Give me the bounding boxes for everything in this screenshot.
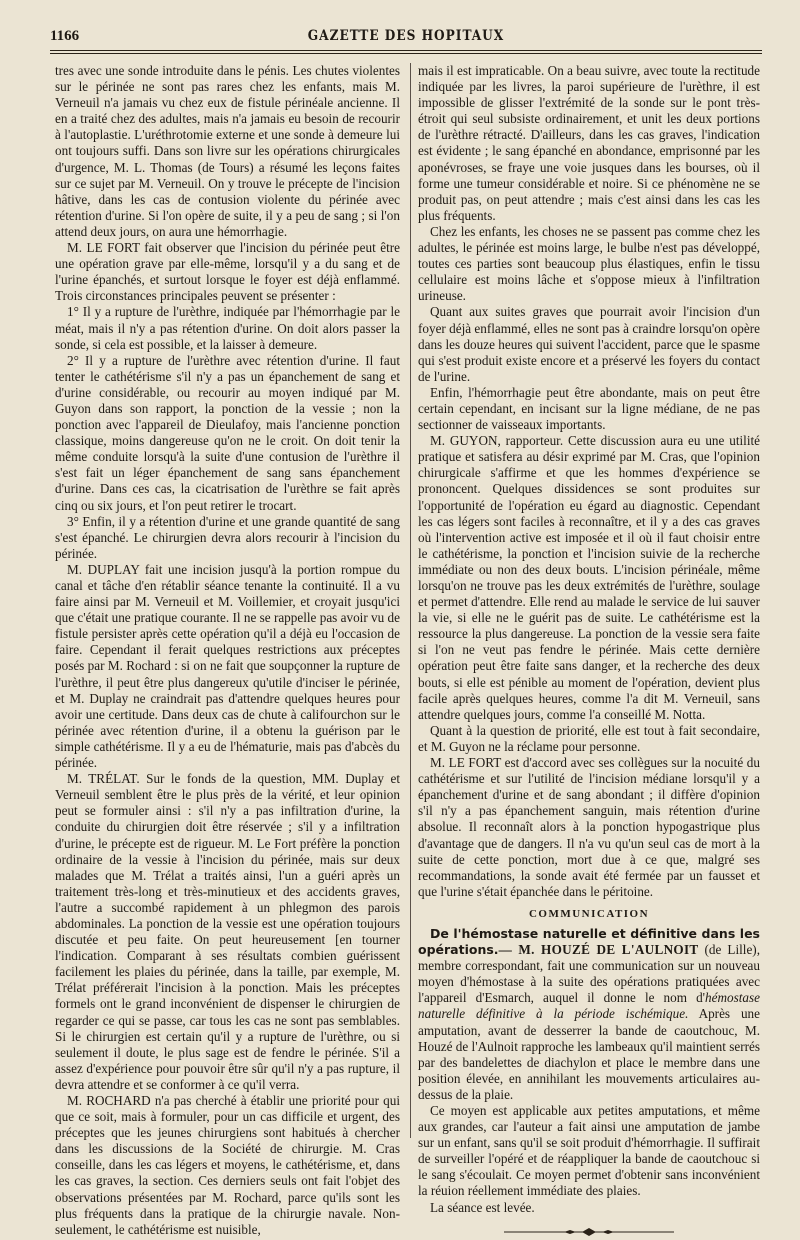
paragraph: 2° Il y a rupture de l'urèthre avec rétention d'urine. Il faut tenter le cathétérisme s'il n'y a pas un épanchement de sang et d'urine considérable, ou recourir au moyen indiqué par M. Guyon dans son rapport, la ponction de la vessie ; non la ponction avec l'appareil de Dieulafoy, mais l'ancienne ponction classique, moins dangereuse qu'on ne le croit. On doit tenir la même conduite lorsqu'à la suite d'une contusion de l'urèthre il s'est fait un léger épanchement de sang sans épanchement d'urine. Dans ces cas, la cicatrisation de l'urèthre se fait après cinq ou six jours, et l'on peut retirer le trocart. (55, 352, 400, 513)
paragraph: M. GUYON, rapporteur. Cette discussion aura eu une utilité pratique et satisfera au désir exprimé par M. Cras, que l'opinion chirurgicale s'affirme et que les hommes d'expérience se prononcent. Quelques dissidences se sont produites sur l'opportunité de l'opération eu égard au diagnostic. Cependant les cas légers sont faciles à reconnaître, et il y a des cas graves où l'intervention active est imposée et il où il faut choisir entre le cathétérisme, la ponction et l'incision suivie de la recherche immédiate ou non des deux bouts. L'incision périnéale, même lorsqu'on ne trouve pas les deux extrémités de l'urèthre, soulage et permet d'attendre. Elle rend au malade le service de lui sauver la vie, si elle ne le guérit pas de suite. Le cathétérisme est la ressource la plus dangereuse. La ponction de la vessie sera faite si l'on ne veut pas fendre le périnée. Mais cette dernière opération peut être faite sans danger, et la recherche des deux bouts, si elle est pénible au moment de l'opération, devient plus facile après quelques heures, comme l'a dit M. Verneuil, sans attendre quelques jours, comme l'a conseillé M. Notta. (418, 433, 760, 722)
paragraph: Quant à la question de priorité, elle est tout à fait secondaire, et M. Guyon ne la réclame pour personne. (418, 722, 760, 754)
paragraph: M. LE FORT fait observer que l'incision du périnée peut être une opération grave par elle-même, lorsqu'il y a du sang et de l'urine épanchés, et surtout lorsque le foyer est déjà enflammé. Trois circonstances principales peuvent se présenter : (55, 240, 400, 304)
page-header (50, 28, 762, 50)
paragraph: tres avec une sonde introduite dans le pénis. Les chutes violentes sur le périnée ne sont pas rares chez les enfants, mais M. Verneuil n'a jamais vu chez eux de fistule périnéale ancienne. Il en a traité chez des adultes, mais n'a jamais eu besoin de recourir à l'autoplastie. L'uréthrotomie externe et une sonde à demeure lui ont toujours suffi. Dans son livre sur les opérations chirurgicales d'urgence, M. L. Thomas (de Tours) a résumé les leçons faites sur ce sujet par M. Verneuil. On y trouve le précepte de l'incision hâtive, dans les cas de contusion violente du périnée avec rétention d'urine. Si l'on opère de suite, il y a peu de sang ; si l'on attend deux jours, on aura une hémorrhagie. (55, 63, 400, 239)
paragraph: M. LE FORT est d'accord avec ses collègues sur la nocuité du cathétérisme et sur l'utilité de l'incision médiane lorsqu'il y a épanchement d'urine et de sang abondant ; il diffère d'opinion s'il n'y a pas épanchement sanguin, mais rétention d'urine absolue. Il reconnaît alors à la ponction hypogastrique plus d'avantage que de dangers. Il n'a vu qu'un seul cas de mort à la suite de cette ponction, mort due à ce que, malgré ses recommandations, la sonde avait été fermée par un fausset et que l'urine s'était épanchée dans le péritoine. (418, 755, 760, 899)
page-number: 1166 (50, 28, 80, 44)
right-column (418, 63, 760, 1215)
ornament-rule-icon (504, 1228, 674, 1236)
paragraph: mais il est impraticable. On a beau suivre, avec toute la rectitude indiquée par les livres, la paroi supérieure de l'urèthre, il est impossible de glisser l'extrémité de la sonde sur le pont très-étroit qui seul subsiste ordinairement, et unit les deux portions de l'urèthre rétracté. D'ailleurs, dans les cas graves, l'indication est évidente ; le sang épanché en abondance, emprisonné par les aponévroses, se fraye une voie jusques dans les bourses, où il forme une tumeur considérable et noire. Si ce phénomène ne se produit pas, on peut attendre ; mais c'est ainsi dans les cas les plus fréquents. (418, 63, 760, 223)
author-name: — M. HOUZÉ DE L'AULNOIT (498, 942, 699, 958)
term-italic: hémostase naturelle définitive à la période ischémique. (418, 990, 760, 1022)
paragraph: 3° Enfin, il y a rétention d'urine et une grande quantité de sang s'est épanché. Le chirurgien devra alors recourir à l'incision du périnée. (55, 513, 400, 561)
closing-line: La séance est levée. (430, 1199, 535, 1215)
communication-text: (de Lille), membre correspondant, fait une communication sur un nouveau moyen d'hémostase à la suite des opérations pratiquées avec l'appareil d'Esmarch, auquel il donne le nom d' (418, 942, 760, 1006)
end-ornament (418, 1224, 760, 1240)
header-rule-thick (50, 50, 762, 51)
journal-title: GAZETTE DES HOPITAUX (307, 28, 505, 44)
paragraph: M. ROCHARD n'a pas cherché à établir une priorité pour qui que ce soit, mais à formuler, pour un cas difficile et urgent, des préceptes que les jeunes chirurgiens sont habitués à chercher dans les discussions de la Société de chirurgie. M. Cras conseille, dans les cas légers et moyens, le cathétérisme, et, dans les cas graves, la section. Ces derniers seuls ont fait l'objet des observations présentées par M. Rochard, parce qu'ils sont les plus fréquents dans la pratique de la chirurgie navale. Non-seulement, le cathétérisme est nuisible, (55, 1093, 400, 1237)
article-title: De l'hémostase naturelle et définitive dans les opérations. (418, 925, 760, 958)
paragraph: Ce moyen est applicable aux petites amputations, et même aux grandes, car l'auteur a fait ainsi une amputation de jambe sur un enfant, sans qu'il se soit produit d'hémorrhagie. Il suffirait de surveiller l'opéré et de réappliquer la bande de caoutchouc si le sang s'écoulait. Ce moyen permet d'obtenir sans inconvénient la réuion réellement immédiate des plaies. (418, 1103, 760, 1199)
paragraph: M. DUPLAY fait une incision jusqu'à la portion rompue du canal et tâche d'en rétablir séance tenante la continuité. Il a vu faire ainsi par M. Verneuil et M. Voillemier, et croyait jusqu'ici que c'était une pratique courante. Il ne se rappelle pas avoir vu de fistule persister après cette opération qu'il a déjà eu l'occasion de faire. Cependant il ferait quelques restrictions aux préceptes posés par M. Rochard : si on ne fait que soupçonner la rupture de l'urèthre, il peut être plus dangereux qu'utile d'inciser le périnée, et M. Duplay ne craindrait pas d'attendre quelques heures pour avoir une certitude. Dans deux cas de chute à califourchon sur le périnée avec rétention d'urine, il a obtenu la guérison par le simple cathétérisme. Il y a eu de l'hématurie, mais pas d'abcès du périnée. (55, 561, 400, 771)
paragraph: Enfin, l'hémorrhagie peut être abondante, mais on peut être certain cependant, en incisant sur la ligne médiane, de ne pas sectionner de vaisseaux importants. (418, 384, 760, 433)
communication-text-2: Après une amputation, avant de desserrer la bande de caoutchouc, M. Houzé de l'Aulnoit rapproche les lambeaux qu'il maintient serrés par des bandelettes de diachylon et place le membre dans une position élevée, en annihilant les mouvements articulaires au-dessus de la plaie. (418, 1006, 760, 1102)
column-separator (410, 63, 411, 1138)
paragraph: Chez les enfants, les choses ne se passent pas comme chez les adultes, le périnée est moins large, le bulbe n'est pas développé, toutes ces parties sont beaucoup plus élastiques, enfin le tissu cellulaire est moins lâche et s'oppose mieux à l'infiltration urineuse. (418, 223, 760, 304)
left-column (55, 63, 400, 1237)
communication-paragraph (418, 926, 760, 1103)
section-heading: COMMUNICATION (528, 907, 650, 920)
header-rule-thin (50, 53, 762, 54)
paragraph: 1° Il y a rupture de l'urèthre, indiquée par l'hémorrhagie par le méat, mais il n'y a pas rétention d'urine. On doit alors passer la sonde, si cela est possible, et la laisser à demeure. (55, 304, 400, 352)
paragraph: M. TRÉLAT. Sur le fonds de la question, MM. Duplay et Verneuil semblent être le plus près de la vérité, et leur opinion peut se formuler ainsi : s'il n'y a pas infiltration d'urine, la conduite du chirurgien doit être réservée ; s'il y a infiltration d'urine, le précepte est de rigueur. M. Le Fort préfère la ponction ordinaire de la vessie à l'incision du périnée, mais sur deux malades que M. Trélat a traités ainsi, l'un a guéri après un traitement très-long et très-minutieux et des accidents graves, l'autre a succombé rapidement à un phlegmon des parois abdominales. La ponction de la vessie est une opération toujours discutée et peu faite. On peut heureusement [en tourner l'indication. Comparant à ses résultats combien guérissent facilement les plaies du périnée, dans la taille, par exemple, M. Trélat préférerait l'incision à la ponction. Mais les préceptes formels ont le grand inconvénient de dispenser le chirurgien de regarder ce qui se passe, car tous les cas ne sont pas semblables. Si le chirurgien est certain qu'il y a rupture de l'urèthre, ou si seulement il doute, le plus sage est de fendre le périnée. S'il a assez d'expérience pour pouvoir être sûr qu'il n'y a pas rupture, il devra attendre et se conformer à ce qu'il verra. (55, 771, 400, 1092)
paragraph: Quant aux suites graves que pourrait avoir l'incision d'un foyer déjà enflammé, elles ne sont pas à craindre lorsqu'on opère dans les douze heures qui suivent l'accident, parce que le spasme qui s'est produit existe encore et a préservé les foyers du contact de l'urine. (418, 304, 760, 384)
